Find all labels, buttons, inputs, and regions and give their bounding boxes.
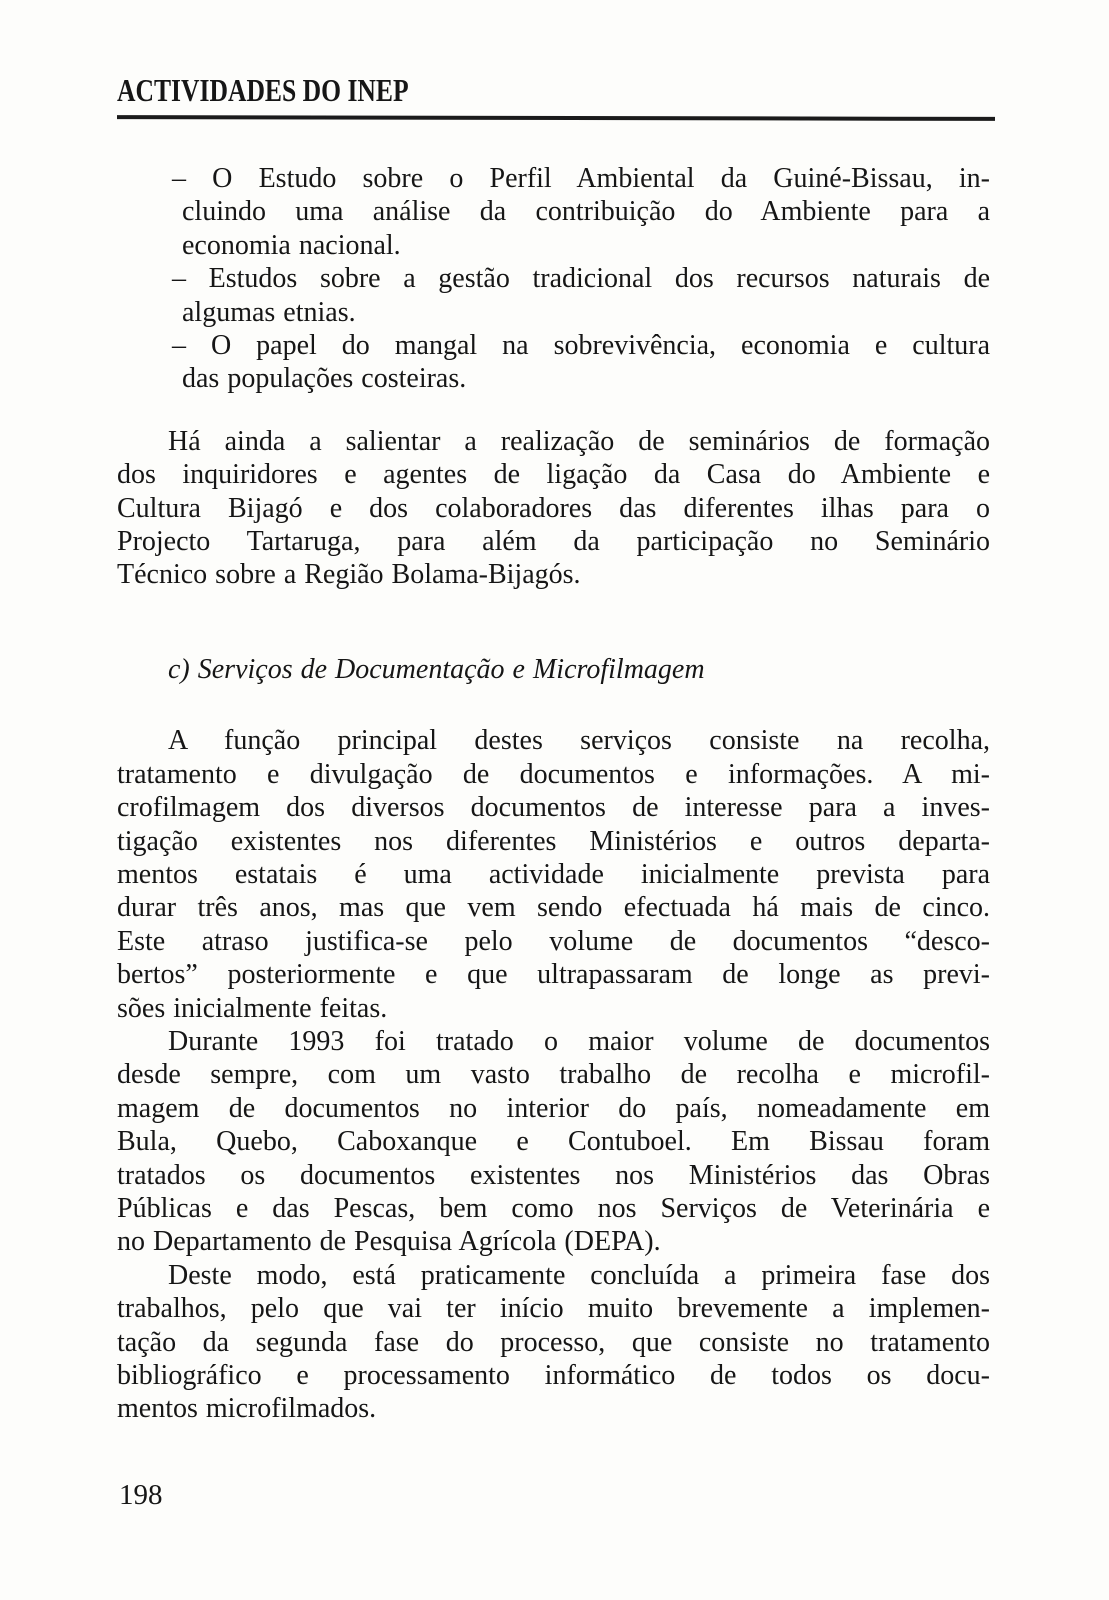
text-line: Técnico sobre a Região Bolama-Bijagós.: [117, 559, 581, 591]
text-line: dos inquiridores e agentes de ligação da Casa do Ambiente e: [117, 459, 990, 491]
text-line: Cultura Bijagó e dos colaboradores das diferentes ilhas para o: [117, 492, 990, 524]
text-line: Bula, Quebo, Caboxanque e Contuboel. Em Bissau foram: [117, 1126, 990, 1158]
page-title: ACTIVIDADES DO INEP: [117, 72, 409, 108]
paragraph: [117, 1025, 990, 1259]
text-line: bibliográfico e processamento informático de todos os docu-: [117, 1360, 990, 1391]
text-line: sões inicialmente feitas.: [117, 992, 388, 1024]
text-line: Durante 1993 foi tratado o maior volume de documentos: [168, 1025, 990, 1057]
text-line: tigação existentes nos diferentes Ministérios e outros departa-: [117, 825, 990, 857]
bullet-dash: –: [172, 330, 211, 362]
text-line: Este atraso justifica-se pelo volume de documentos “desco-: [117, 925, 990, 957]
list-item: [117, 329, 990, 396]
list-item: [117, 262, 990, 329]
text-line: mentos microfilmados.: [117, 1393, 377, 1425]
bullet-dash: –: [172, 263, 209, 295]
text-line: das populações costeiras.: [182, 363, 467, 395]
text-line: tratados os documentos existentes nos Ministérios das Obras: [117, 1159, 990, 1191]
section-heading: [117, 653, 990, 686]
text-line: mentos estatais é uma actividade inicialmente prevista para: [117, 858, 990, 890]
text-line: Públicas e das Pescas, bem como nos Serviços de Veterinária e: [117, 1192, 990, 1224]
text-line: economia nacional.: [182, 229, 401, 261]
text-line: c) Serviços de Documentação e Microfilmagem: [168, 653, 705, 685]
text-line: – O Estudo sobre o Perfil Ambiental da Guiné-Bissau, in-: [172, 163, 990, 194]
text-line: Deste modo, está praticamente concluída a primeira fase dos: [168, 1259, 990, 1291]
text-line: bertos” posteriormente e que ultrapassaram de longe as previ-: [117, 959, 990, 991]
header-rule: [117, 115, 995, 121]
text-line: tratamento e divulgação de documentos e informações. A mi-: [117, 758, 990, 790]
paragraph: [117, 724, 990, 1025]
text-line: algumas etnias.: [182, 296, 356, 328]
text-line: cluindo uma análise da contribuição do Ambiente para a: [182, 196, 990, 228]
text-line: no Departamento de Pesquisa Agrícola (DEPA).: [117, 1226, 661, 1258]
paragraph: [117, 425, 990, 592]
text-line: desde sempre, com um vasto trabalho de recolha e microfil-: [117, 1059, 990, 1091]
list-item: [117, 162, 990, 262]
paragraph: [117, 1259, 990, 1426]
text-line: crofilmagem dos diversos documentos de interesse para a inves-: [117, 792, 990, 824]
page-body: [117, 162, 990, 1426]
text-line: durar três anos, mas que vem sendo efectuada há mais de cinco.: [117, 892, 990, 924]
text-line: Há ainda a salientar a realização de seminários de formação: [168, 425, 990, 457]
text-line: – Estudos sobre a gestão tradicional dos recursos naturais de: [172, 263, 991, 295]
text-line: Projecto Tartaruga, para além da participação no Seminário: [117, 526, 990, 558]
page-number: 198: [119, 1479, 163, 1511]
text-line: – O papel do mangal na sobrevivência, economia e cultura: [172, 330, 990, 362]
text-line: A função principal destes serviços consiste na recolha,: [168, 725, 990, 757]
text-line: magem de documentos no interior do país, nomeadamente em: [117, 1092, 990, 1124]
text-line: tação da segunda fase do processo, que consiste no tratamento: [117, 1326, 990, 1358]
text-line: trabalhos, pelo que vai ter início muito brevemente a implemen-: [117, 1293, 990, 1325]
bullet-dash: –: [172, 163, 213, 194]
